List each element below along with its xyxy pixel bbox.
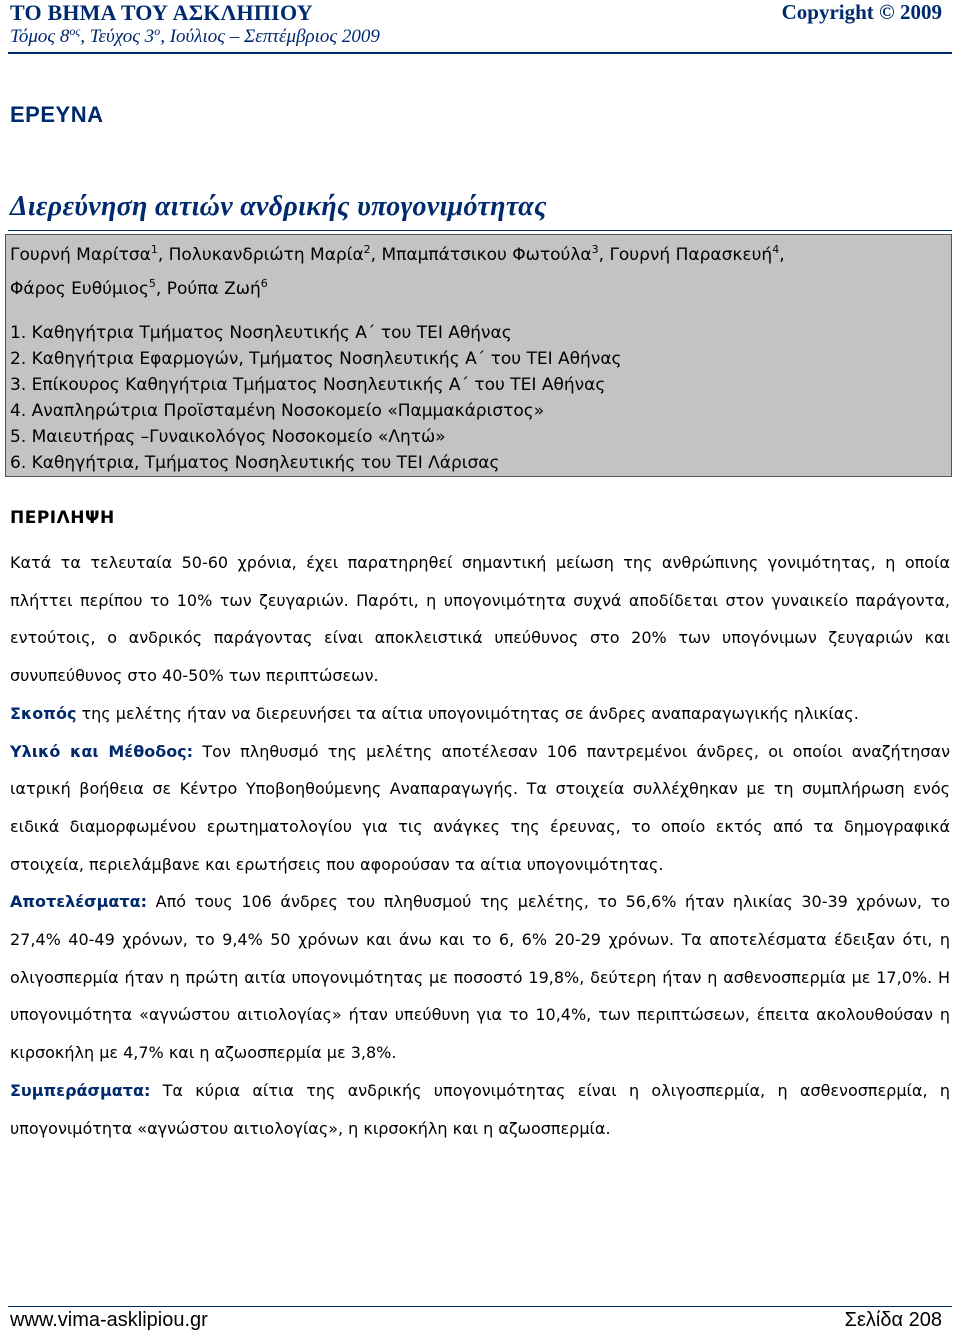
- issue-number: , Τεύχος 3: [80, 26, 155, 47]
- copyright-notice: Copyright © 2009: [781, 0, 942, 24]
- author-affiliation-mark: 2: [363, 243, 371, 256]
- aim-label: Σκοπός: [10, 703, 77, 723]
- abstract-intro: Κατά τα τελευταία 50-60 χρόνια, έχει παρατηρηθεί σημαντική μείωση της ανθρώπινης γονιμότητας, η οποία πλήττει περίπου το 10% των ζευγαριών. Παρότι, η υπογονιμότητα συχνά αποδίδεται στον γυναικείο παράγοντα, εντούτοις, ο ανδρικός παράγοντας είναι αποκλειστικά υπεύθυνος στο 20% των υπογόνιμων ζευγαριών και συνυπεύθυνος στο 40-50% των περιπτώσεων.: [10, 553, 950, 686]
- affiliation-item: 3. Επίκουρος Καθηγήτρια Τμήματος Νοσηλευτικής Α΄ του ΤΕΙ Αθήνας: [10, 375, 606, 395]
- abstract-methods: [10, 733, 950, 884]
- author-affiliation-mark: 3: [591, 243, 599, 256]
- header-divider: [8, 52, 952, 54]
- affiliation-item: 2. Καθηγήτρια Εφαρμογών, Τμήματος Νοσηλευτικής Α΄ του ΤΕΙ Αθήνας: [10, 349, 622, 369]
- author-name: Γουρνή Μαρίτσα: [10, 245, 151, 265]
- issue-info: [10, 26, 380, 48]
- author-list: Γουρνή Μαρίτσα$^1$, Πολυκανδριώτη Μαρία$^2$, Μπαμπάτσικου Φωτούλα$^3$, Γουρνή Παρασκευή$^4$, Φάρος Ευθύμιος$^5$, Ρούπα Ζωή$^6$: [10, 243, 785, 299]
- issue-number-suffix: ο: [154, 24, 161, 38]
- aim-text: της μελέτης ήταν να διερευνήσει τα αίτια υπογονιμότητας σε άνδρες αναπαραγωγικής ηλικίας.: [76, 703, 859, 723]
- title-divider: [8, 230, 952, 231]
- affiliation-item: 5. Μαιευτήρας –Γυναικολόγος Νοσοκομείο «Λητώ»: [10, 427, 446, 447]
- author-affiliation-mark: 4: [772, 243, 780, 256]
- page-number: Σελίδα 208: [844, 1309, 942, 1331]
- affiliation-list: [10, 320, 622, 476]
- abstract-aim: [10, 695, 950, 733]
- section-label: ΕΡΕΥΝΑ: [10, 102, 104, 127]
- author-name: Ρούπα Ζωή: [166, 279, 261, 299]
- abstract-results: [10, 883, 950, 1072]
- conclusions-text: Τα κύρια αίτια της ανδρικής υπογονιμότητας είναι η ολιγοσπερμία, η ασθενοσπερμία, η υπογονιμότητα «αγνώστου αιτιολογίας», η κιρσοκήλη και η αζωοσπερμία.: [10, 1080, 950, 1138]
- article-title: Διερεύνηση αιτιών ανδρικής υπογονιμότητας: [10, 191, 547, 222]
- affiliation-item: 1. Καθηγήτρια Τμήματος Νοσηλευτικής Α΄ του ΤΕΙ Αθήνας: [10, 323, 512, 343]
- author-affiliation-mark: 1: [150, 243, 158, 256]
- issue-period: , Ιούλιος – Σεπτέμβριος 2009: [160, 26, 380, 47]
- author-name: Μπαμπάτσικου Φωτούλα: [381, 245, 592, 265]
- footer-divider: [8, 1306, 952, 1307]
- abstract-heading: ΠΕΡΙΛΗΨΗ: [10, 508, 115, 528]
- footer-url[interactable]: www.vima-asklipiou.gr: [10, 1309, 208, 1331]
- abstract-conclusions: [10, 1072, 950, 1147]
- methods-label: Υλικό και Μέθοδος:: [10, 741, 194, 761]
- affiliation-item: 6. Καθηγήτρια, Τμήματος Νοσηλευτικής του ΤΕΙ Λάρισας: [10, 453, 500, 473]
- issue-volume: Τόμος 8: [10, 26, 70, 47]
- results-label: Αποτελέσματα:: [10, 892, 148, 912]
- affiliation-item: 4. Αναπληρώτρια Προϊσταμένη Νοσοκομείο «Παμμακάριστος»: [10, 401, 545, 421]
- conclusions-label: Συμπεράσματα:: [10, 1080, 151, 1100]
- abstract-body: [10, 544, 950, 1147]
- author-affiliation-mark: 6: [260, 277, 268, 290]
- issue-volume-suffix: ος: [69, 24, 81, 38]
- journal-name: ΤΟ ΒΗΜΑ ΤΟΥ ΑΣΚΛΗΠΙΟΥ: [10, 0, 313, 25]
- author-name: Γουρνή Παρασκευή: [609, 245, 773, 265]
- methods-text: Τον πληθυσμό της μελέτης αποτέλεσαν 106 παντρεμένοι άνδρες, οι οποίοι αναζήτησαν ιατρική βοήθεια σε Κέντρο Υποβοηθούμενης Αναπαραγωγής. Τα στοιχεία συλλέχθηκαν με τη συμπλήρωση ενός ειδικά διαμορφωμένου ερωτηματολογίου για τις ανάγκες της έρευνας, το οποίο εκτός από τα δημογραφικά στοιχεία, περιελάμβανε και ερωτήσεις που αφορούσαν τα αίτια υπογονιμότητας.: [10, 741, 951, 874]
- author-name: Φάρος Ευθύμιος: [10, 279, 149, 299]
- results-text: Από τους 106 άνδρες του πληθυσμού της μελέτης, το 56,6% ήταν ηλικίας 30-39 χρόνων, το 27,4% 40-49 χρόνων, το 9,4% 50 χρόνων και άνω και το 6, 6% 20-29 χρόνων. Τα αποτελέσματα έδειξαν ότι, η ολιγοσπερμία ήταν η πρώτη αιτία υπογονιμότητας με ποσοστό 19,8%, δεύτερη ήταν η ασθενοσπερμία με 17,0%. Η υπογονιμότητα «αγνώστου αιτιολογίας» ήταν υπεύθυνη για το 10,4%, των περιπτώσεων, έπειτα ακολουθούσαν η κιρσοκήλη με 4,7% και η αζωοσπερμία με 3,8%.: [10, 892, 950, 1063]
- author-affiliation-mark: 5: [148, 277, 156, 290]
- author-name: Πολυκανδριώτη Μαρία: [168, 245, 364, 265]
